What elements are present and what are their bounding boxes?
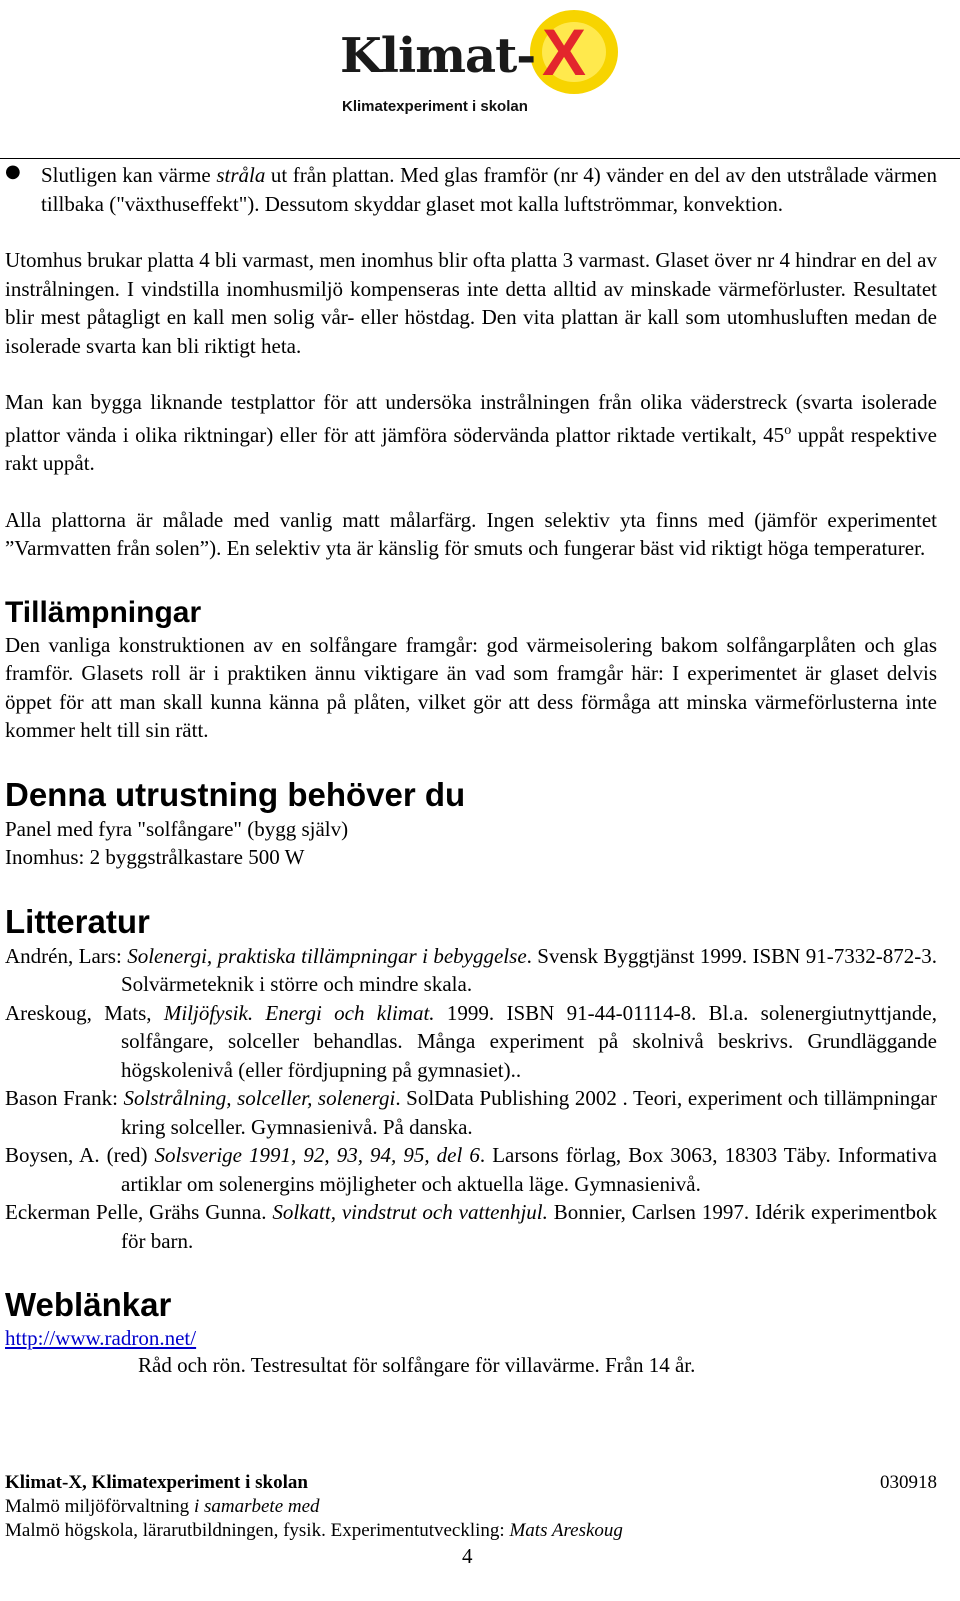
paragraph-orientation: Man kan bygga liknande testplattor för att undersöka instrålningen från olika väderstreck (svarta isolerade plattor vända i olika riktningar) eller för att jämföra södervända plattor riktade vertikalt, 45$^o$ uppåt respektive rakt uppåt. bbox=[5, 390, 937, 475]
weblink-radron[interactable]: http://www.radron.net/ bbox=[5, 1326, 197, 1350]
equipment-item: Panel med fyra "solfångare" (bygg själv) bbox=[5, 816, 349, 841]
klimat-x-logo bbox=[336, 6, 632, 116]
page-content bbox=[5, 160, 937, 1380]
heading-applications: Tillämpningar bbox=[5, 595, 202, 629]
logo-x: X bbox=[542, 15, 587, 89]
heading-literature: Litteratur bbox=[5, 902, 150, 940]
footer-date: 030918 bbox=[880, 1472, 937, 1493]
paragraph-paint: Alla plattorna är målade med vanlig matt målarfärg. Ingen selektiv yta finns med (jämför experimentet ”Varmvatten från solen”). En selektiv yta är känslig för smuts och fungerar bäst vid riktigt höga temperaturer. bbox=[5, 507, 937, 560]
footer-line-2: Malmö miljöförvaltning i samarbete med bbox=[5, 1496, 320, 1517]
literature-item: Boysen, A. (red) Solsverige 1991, 92, 93, 94, 95, del 6. Larsons förlag, Box 3063, 18303 Täby. Informativa artiklar om solenergins möjligheter och aktuella läge. Gymnasienivå. bbox=[5, 1143, 938, 1196]
literature-item: Bason Frank: Solstrålning, solceller, solenergi. SolData Publishing 2002 . Teori, experiment och tillämpningar kring solceller. Gymnasienivå. På danska. bbox=[5, 1086, 937, 1139]
equipment-item: Inomhus: 2 byggstrålkastare 500 W bbox=[5, 845, 305, 869]
logo-subtitle: Klimatexperiment i skolan bbox=[342, 98, 528, 115]
header-divider bbox=[0, 158, 960, 159]
bullet-icon: ● bbox=[5, 161, 21, 182]
literature-item: Eckerman Pelle, Grähs Gunna. Solkatt, vindstrut och vattenhjul. Bonnier, Carlsen 1997. Idérik experimentbok för barn. bbox=[5, 1200, 937, 1253]
weblink-description: Råd och rön. Testresultat för solfångare för villavärme. Från 14 år. bbox=[138, 1353, 696, 1377]
literature-item: Andrén, Lars: Solenergi, praktiska tillämpningar i bebyggelse. Svensk Byggtjänst 1999. ISBN 91-7332-872-3. Solvärmeteknik i större och mindre skala. bbox=[5, 943, 937, 996]
paragraph-applications: Den vanliga konstruktionen av en solfångare framgår: god värmeisolering bakom solfångarplåten och glas framför. Glasets roll är i praktiken ännu viktigare än vad som framgår här: I experimentet är glaset delvis öppet för att man skall kunna känna på plåten, vilket gör att dess förmåga att minska värmeförlusterna inte kommer helt till sin rätt. bbox=[5, 632, 937, 742]
page-footer bbox=[5, 1471, 937, 1543]
footer-title: Klimat-X, Klimatexperiment i skolan bbox=[5, 1472, 308, 1493]
logo-word: Klimat- bbox=[340, 28, 536, 84]
paragraph-plates: Utomhus brukar platta 4 bli varmast, men inomhus blir ofta platta 3 varmast. Glaset över nr 4 hindrar en del av instrålningen. I vindstilla inomhusmiljö kompenseras inte detta alltid av minskade värmeförluster. Resultatet blir mest påtagligt en kall men solig vår- eller höstdag. Den vita plattan är kall som utomhusluften medan de isolerade svarta kan bli riktigt heta. bbox=[5, 248, 937, 358]
literature-item: Areskoug, Mats, Miljöfysik. Energi och klimat. 1999. ISBN 91-44-01114-8. Bl.a. solenergiutnyttjande, solfångare, solceller behandlas. Många experiment på skolnivå beskrivs. Grundläggande högskolenivå (eller fördjupning på gymnasiet).. bbox=[5, 1000, 938, 1082]
page-number: 4 bbox=[462, 1544, 473, 1568]
heading-equipment: Denna utrustning behöver du bbox=[5, 775, 466, 813]
bullet-text: Slutligen kan värme stråla ut från plattan. Med glas framför (nr 4) vänder en del av den utstrålade värmen tillbaka ("växthuseffekt"). Dessutom skyddar glaset mot kalla luftströmmar, konvektion. bbox=[41, 163, 937, 216]
footer-line-3: Malmö högskola, lärarutbildningen, fysik. Experimentutveckling: Mats Areskoug bbox=[5, 1520, 623, 1541]
heading-weblinks: Weblänkar bbox=[5, 1286, 172, 1323]
bullet-item bbox=[5, 161, 937, 218]
